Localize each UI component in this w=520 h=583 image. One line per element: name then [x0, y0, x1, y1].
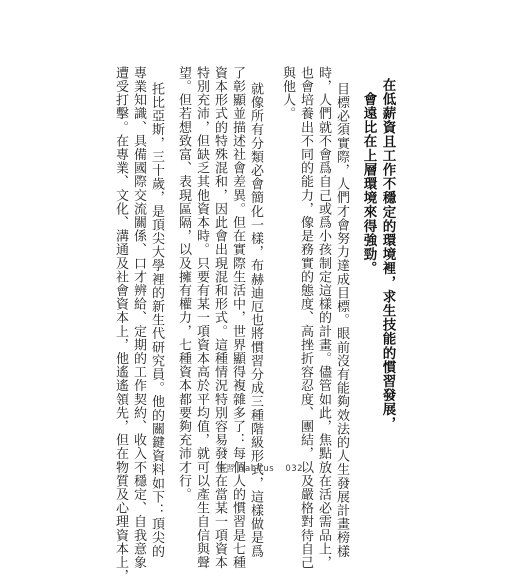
paragraph-3-line-3: 遭受打擊。在專業、文化、溝通及社會資本上，他遙遙領先，但在物質及心理資本上， — [113, 66, 128, 583]
paragraph-2-line-4: 特別充沛，但缺乏其他資本時。只要有某一項資本高於平均值，就可以產生自信與聲 — [194, 66, 209, 570]
paragraph-3-line-2: 專業知識、具備國際交流關係、口才辨給、定期的工作契約、收入不穩定、自我意象 — [131, 66, 146, 570]
paragraph-2-line-1: 就像所有分類必會簡化一樣，布赫迪厄也將慣習分成三種階級形式，這樣做是爲 — [248, 82, 263, 558]
paragraph-2-line-5: 望。但若想致富、表現區隔，以及擁有權力，七種資本都要夠充沛才行。 — [176, 66, 191, 502]
page-footer — [0, 462, 520, 474]
page-number: 032 — [285, 464, 304, 474]
paragraph-1-line-3: 也會培養出不同的能力，像是務實的態度、高挫折容忍度、團結，以及嚴格對待自己 — [298, 66, 313, 570]
paragraph-3-line-1: 托比亞斯，三十歲，是頂尖大學裡的新生代研究員。他的關鍵資料如下：頂尖的 — [149, 82, 164, 558]
paragraph-1-line-1: 目標必須實際，人們才會努力達成目標。眼前沒有能夠效法的人生發展計畫榜樣 — [334, 82, 349, 558]
paragraph-1-line-4: 與他人。 — [280, 66, 295, 121]
heading-line-1: 在低薪資且工作不穩定的環境裡，求生技能的慣習發展， — [379, 78, 396, 431]
paragraph-1-line-2: 時，人們就不會爲自己或爲小孩制定這樣的計畫。儘管如此，焦點放在活必需品上， — [316, 66, 331, 570]
heading-line-2: 會遠比在上層環境來得強勁。 — [360, 92, 377, 276]
book-title: 慣習 Habitus — [216, 464, 275, 474]
paragraph-2-line-3: 資本形式的特殊混和，因此會出現混和形式。這種情況特別容易發生在當某一項資本 — [212, 66, 227, 570]
paragraph-2-line-2: 了彰顯並描述社會差異。但在實際生活中，世界顯得複雜多了：每個人的慣習是七種 — [230, 66, 245, 570]
